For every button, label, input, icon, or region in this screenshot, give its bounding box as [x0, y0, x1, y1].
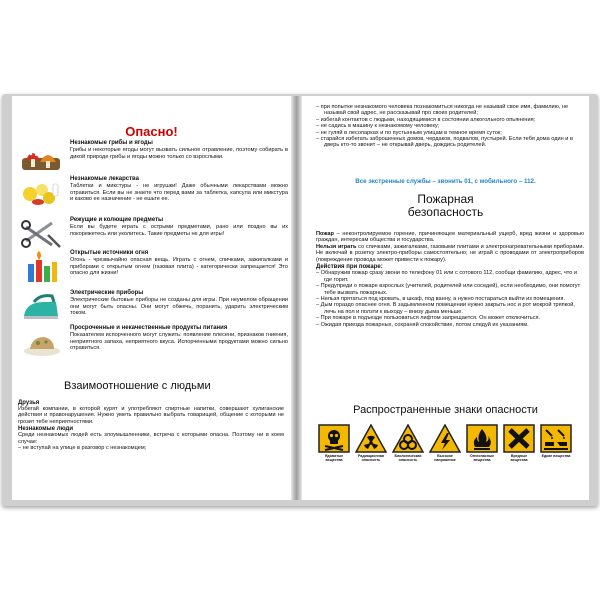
list-item: – Предупреди о пожаре взрослых (учителей, родителей или соседей), если необходимо, они помогут тебе вызвать пожарных.: [316, 283, 581, 296]
sign-label: Вредные вещества: [510, 454, 528, 462]
friends-text: Избегай компании, в которой курят и употребляют спиртные напитки, совершают хулиганские действия и правонарушения. Нужно уметь правильно выбрать товарищей, общение с которыми не грозит тебе неприятностями.: [18, 406, 284, 425]
hazard-title: Незнакомые лекарства: [70, 176, 139, 182]
hazard-signs-heading: Распространенные знаки опасности: [353, 404, 538, 416]
friends-title: Друзья: [18, 400, 40, 406]
book-spine: [291, 96, 302, 500]
skull-icon: [318, 424, 350, 453]
fire-definition-body: – неконтролируемое горение, причиняющее материальный ущерб, вред жизни и здоровью граждан, интересам общества и государства.: [316, 231, 584, 244]
fire-actions-list: [316, 270, 584, 328]
sign-label: Ядовитые вещества: [324, 454, 344, 462]
relations-heading: Взаимоотношение с людьми: [64, 380, 211, 392]
sign-label: Биологическая опасность: [394, 454, 422, 462]
hazard-title: Открытые источники огня: [70, 250, 149, 256]
matches-icon: [18, 250, 64, 284]
hazard-text: Таблетки и микстуры - не игрушки! Даже обычными лекарствами можно отравиться. Если вы не знаете что перед вами за таблетка, капсула или микстура и каково ее назначение - не ешьте ее.: [70, 183, 288, 203]
hazard-sign: [466, 424, 498, 462]
fire-actions-title: Действия при пожаре:: [316, 264, 383, 271]
corrosive-icon: [540, 424, 572, 453]
relations-block: [18, 399, 284, 451]
fire-safety-text: [316, 231, 584, 328]
lightning-icon: [429, 424, 461, 453]
hazard-text: Грибы и некоторые ягоды могут вызвать сильное отравление, поэтому собирать в дикой природе грибы и ягоды можно только со взрослыми.: [70, 147, 288, 160]
hazard-title: Незнакомые грибы и ягоды: [70, 140, 153, 146]
hazard-text: Если вы будете играть с острыми предметами, рано или поздно вы их покорежетесь или уколитесь. Такие предметы не для игры!: [70, 224, 288, 237]
hazard-text: Показателем испорченного могут служить: появление плесени, признаков гниения, неприятного запаха, неприятного вкуса. Испорченными продуктами можно сильно отравиться.: [70, 332, 288, 352]
hazard-sign: [355, 424, 387, 462]
sign-label: Огнеопасные вещества: [469, 454, 495, 462]
iron-icon: [18, 290, 64, 324]
hazard-title: Электрические приборы: [70, 290, 144, 296]
no-play-body: со спичками, зажигалками, газовыми плитами и электронагревательными приборами. Не включай в розетку электро-приборы самостоятельно; не играй с проводами от электроприборов (повреждение провода может привести к пожару).: [316, 243, 584, 263]
hazard-sign: [318, 424, 350, 462]
mushroom-icon: [18, 140, 64, 174]
scissors-icon: [18, 217, 64, 251]
hazard-title: Просроченные и некачественные продукты питания: [70, 325, 228, 331]
list-item: – избегай контактов с людьми, находящимися в состоянии алкогольного опьянения;: [316, 116, 536, 123]
no-play-term: Нельзя играть: [316, 243, 357, 250]
fire-safety-heading: [302, 193, 589, 219]
flame-icon: [466, 424, 498, 453]
hazard-sign: [503, 424, 535, 462]
emergency-numbers: Все экстренные службы – звонить 01, с мобильного – 112.: [355, 178, 536, 185]
fire-heading-line: безопасность: [407, 205, 484, 219]
list-item: – Обнаружив пожар сразу звони по телефону 01 или с сотового 112, сообщи фамилию, адрес, что и где горит.: [316, 270, 578, 283]
radiation-icon: [355, 424, 387, 453]
list-item: – не гуляй в лесопарках и по пустынным улицам в темное время суток;: [316, 129, 502, 136]
danger-title: Опасно!: [125, 124, 178, 139]
fire-definition-term: Пожар: [316, 231, 334, 237]
sign-label: Радиационная опасность: [358, 454, 384, 462]
biohazard-icon: [392, 424, 424, 453]
hazard-title: Режущие и колющие предметы: [70, 217, 164, 223]
hazard-text: Огонь - чрезвычайно опасная вещь. Играть с огнем, спичками, зажигалками и приборами с открытым огнем (газовая плита) - категорически запрещается! Это опасно для жизни!: [70, 257, 288, 277]
fire-definition: [316, 231, 584, 244]
strangers-bullet: – не вступай на улице в разговор с незнакомцем;: [18, 445, 147, 452]
list-item: – Нельзя прятаться под кровать, в шкаф, под ванну, а нужно постараться выйти из помещения.: [316, 296, 565, 303]
right-page: [302, 96, 589, 500]
left-page: [12, 96, 291, 500]
hazard-sign: [540, 424, 572, 458]
strangers-text: Среди незнакомых людей есть злоумышленники, встреча с которыми опасна. Поэтому ни в коем случае:: [18, 432, 284, 445]
no-play-rule: [316, 244, 584, 263]
list-item: – Дым гораздо опаснее огня. В задымленном помещении нужно закрыть нос и рот мокрой тряпкой, лечь на пол и ползти к выходу – внизу дыма меньше.: [316, 302, 575, 315]
strangers-title: Незнакомые люди: [18, 426, 74, 433]
food-icon: [18, 325, 64, 359]
list-item: – Ожидая приезда пожарных, сохраняй спокойствие, потом следуй их указаниям.: [316, 321, 529, 328]
sign-label: Едкие вещества: [541, 454, 571, 458]
list-item: – при попытке незнакомого человека познакомиться никогда не называй свое имя, фамилию, не называй свой адрес, не рассказывай про своих родителей;: [316, 104, 569, 117]
harmful-icon: [503, 424, 535, 453]
list-item: – старайся избегать заброшенных домов, чердаков, подвалов, пустырей. Если тебя дома один и в дверь кто-то звонит – не открывай дверь, дождись родителей.: [316, 136, 573, 149]
fire-heading-line: Пожарная: [417, 192, 474, 206]
list-item: – не садись в машину к незнакомому человеку;: [316, 123, 440, 130]
stranger-rules-list: [316, 104, 584, 149]
booklet-spread: [2, 94, 598, 506]
hazard-sign: [392, 424, 424, 462]
hazard-sign: [429, 424, 461, 462]
pills-icon: [18, 176, 64, 210]
list-item: – При пожаре в подъезде пользоваться лифтом запрещается. Он может отключиться.: [316, 315, 541, 322]
hazard-text: Электрические бытовые приборы не созданы для игры. При неумелом обращении они могут быть опасны. Они могут обжечь, поранить, ударить электрическим током.: [70, 297, 288, 317]
sign-label: Высокое напряжение: [434, 454, 456, 462]
